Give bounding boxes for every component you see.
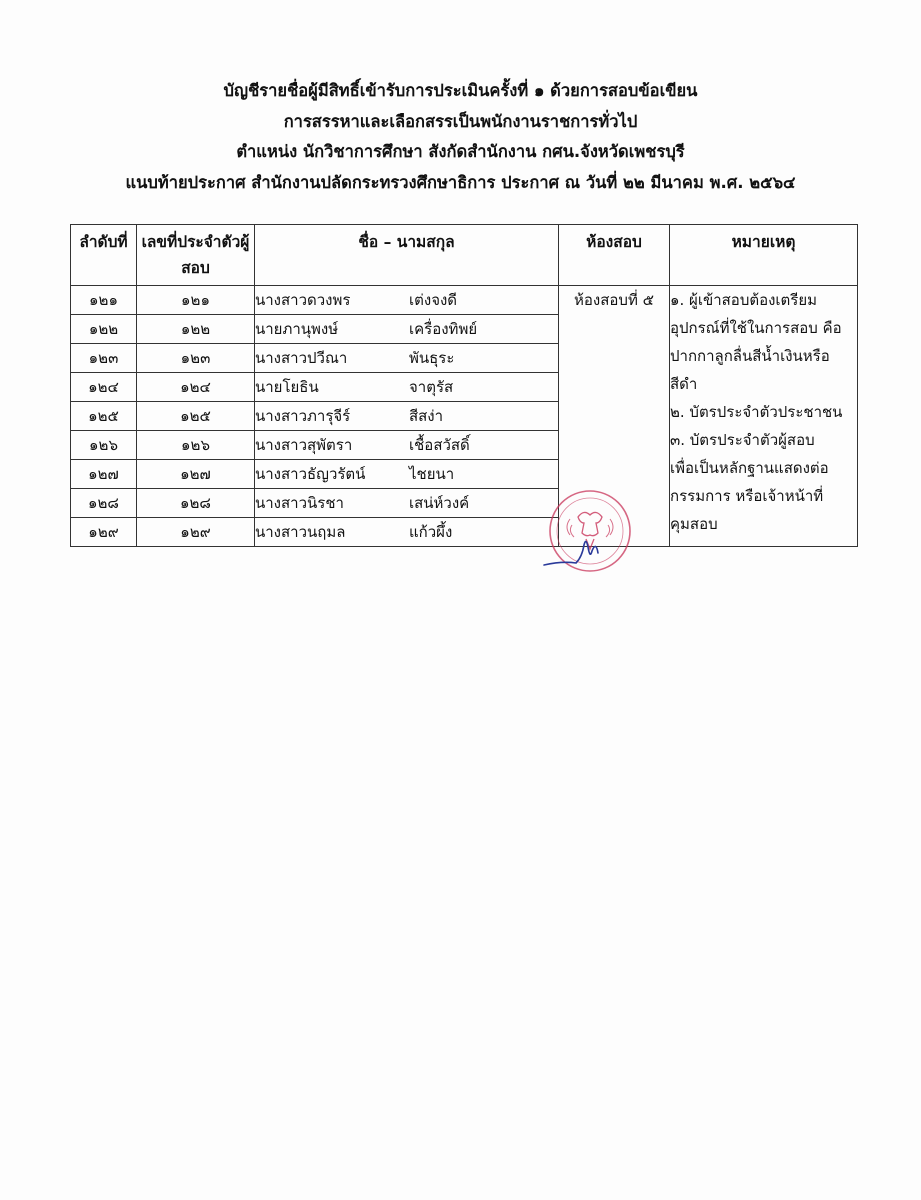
first-name: นายภานุพงษ์ xyxy=(255,320,339,338)
header-note: หมายเหตุ xyxy=(670,225,858,286)
note-line: กรรมการ หรือเจ้าหน้าที่ xyxy=(670,487,824,505)
cell-name xyxy=(255,344,559,373)
cell-name xyxy=(255,315,559,344)
first-name: นายโยธิน xyxy=(255,378,319,396)
cell-name xyxy=(255,286,559,315)
table-body xyxy=(71,286,858,547)
cell-name xyxy=(255,402,559,431)
last-name: จาตุรัส xyxy=(409,378,454,396)
heading-line-1: บัญชีรายชื่อผู้มีสิทธิ์เข้ารับการประเมินครั้งที่ ๑ ด้วยการสอบข้อเขียน xyxy=(223,81,698,100)
last-name: สีสง่า xyxy=(409,407,444,425)
table-row xyxy=(71,286,858,315)
cell-exam-id: ๑๒๔ xyxy=(137,373,255,402)
heading-line-3: ตำแหน่ง นักวิชาการศึกษา สังกัดสำนักงาน กศน.จังหวัดเพชรบุรี xyxy=(236,142,685,161)
header-name: ชื่อ – นามสกุล xyxy=(255,225,559,286)
note-line: คุมสอบ xyxy=(670,515,718,533)
cell-seq: ๑๒๒ xyxy=(71,315,137,344)
last-name: เสน่ห์วงค์ xyxy=(409,494,470,512)
cell-name xyxy=(255,460,559,489)
note-line: เพื่อเป็นหลักฐานแสดงต่อ xyxy=(670,459,829,477)
cell-name xyxy=(255,431,559,460)
note-line: อุปกรณ์ที่ใช้ในการสอบ คือ xyxy=(670,319,842,337)
heading-line-2: การสรรหาและเลือกสรรเป็นพนักงานราชการทั่วไป xyxy=(283,111,638,131)
last-name: เครื่องทิพย์ xyxy=(409,320,478,338)
table-header-row xyxy=(71,225,858,286)
heading-line-4: แนบท้ายประกาศ สำนักงานปลัดกระทรวงศึกษาธิการ ประกาศ ณ วันที่ ๒๒ มีนาคม พ.ศ. ๒๕๖๔ xyxy=(125,172,796,192)
cell-exam-id: ๑๒๘ xyxy=(137,489,255,518)
cell-exam-id: ๑๒๙ xyxy=(137,518,255,547)
cell-exam-id: ๑๒๕ xyxy=(137,402,255,431)
header-exam-id: เลขที่ประจำตัวผู้สอบ xyxy=(137,225,255,286)
last-name: พันธุระ xyxy=(409,349,455,367)
cell-seq: ๑๒๑ xyxy=(71,286,137,315)
note-line: ๑. ผู้เข้าสอบต้องเตรียม xyxy=(670,291,818,309)
cell-seq: ๑๒๔ xyxy=(71,373,137,402)
first-name: นางสาวนฤมล xyxy=(255,523,346,541)
cell-note xyxy=(670,286,858,547)
cell-seq: ๑๒๙ xyxy=(71,518,137,547)
cell-name xyxy=(255,489,559,518)
first-name: นางสาวสุพัตรา xyxy=(255,436,353,454)
note-line: ๒. บัตรประจำตัวประชาชน xyxy=(670,403,843,421)
note-line: สีดำ xyxy=(670,375,698,393)
cell-seq: ๑๒๕ xyxy=(71,402,137,431)
cell-name xyxy=(255,373,559,402)
last-name: เชื้อสวัสดิ์ xyxy=(409,436,470,454)
cell-room: ห้องสอบที่ ๕ xyxy=(559,286,670,547)
note-line: ปากกาลูกลื่นสีน้ำเงินหรือ xyxy=(670,347,830,365)
cell-exam-id: ๑๒๒ xyxy=(137,315,255,344)
candidate-table xyxy=(70,224,858,547)
cell-exam-id: ๑๒๑ xyxy=(137,286,255,315)
first-name: นางสาวดวงพร xyxy=(255,291,351,309)
last-name: เต่งจงดี xyxy=(409,291,458,309)
cell-seq: ๑๒๘ xyxy=(71,489,137,518)
first-name: นางสาวนิรชา xyxy=(255,494,344,512)
first-name: นางสาวปวีณา xyxy=(255,349,348,367)
cell-seq: ๑๒๓ xyxy=(71,344,137,373)
header-room: ห้องสอบ xyxy=(559,225,670,286)
cell-exam-id: ๑๒๓ xyxy=(137,344,255,373)
cell-name xyxy=(255,518,559,547)
cell-seq: ๑๒๖ xyxy=(71,431,137,460)
note-line: ๓. บัตรประจำตัวผู้สอบ xyxy=(670,431,815,449)
first-name: นางสาวธัญวรัตน์ xyxy=(255,465,366,483)
official-seal-stamp xyxy=(542,487,638,583)
last-name: ไชยนา xyxy=(409,465,455,483)
document-heading xyxy=(60,76,861,198)
last-name: แก้วผึ้ง xyxy=(409,523,453,541)
cell-exam-id: ๑๒๖ xyxy=(137,431,255,460)
header-seq: ลำดับที่ xyxy=(71,225,137,286)
cell-seq: ๑๒๗ xyxy=(71,460,137,489)
cell-exam-id: ๑๒๗ xyxy=(137,460,255,489)
first-name: นางสาวภารุจีร์ xyxy=(255,407,351,425)
